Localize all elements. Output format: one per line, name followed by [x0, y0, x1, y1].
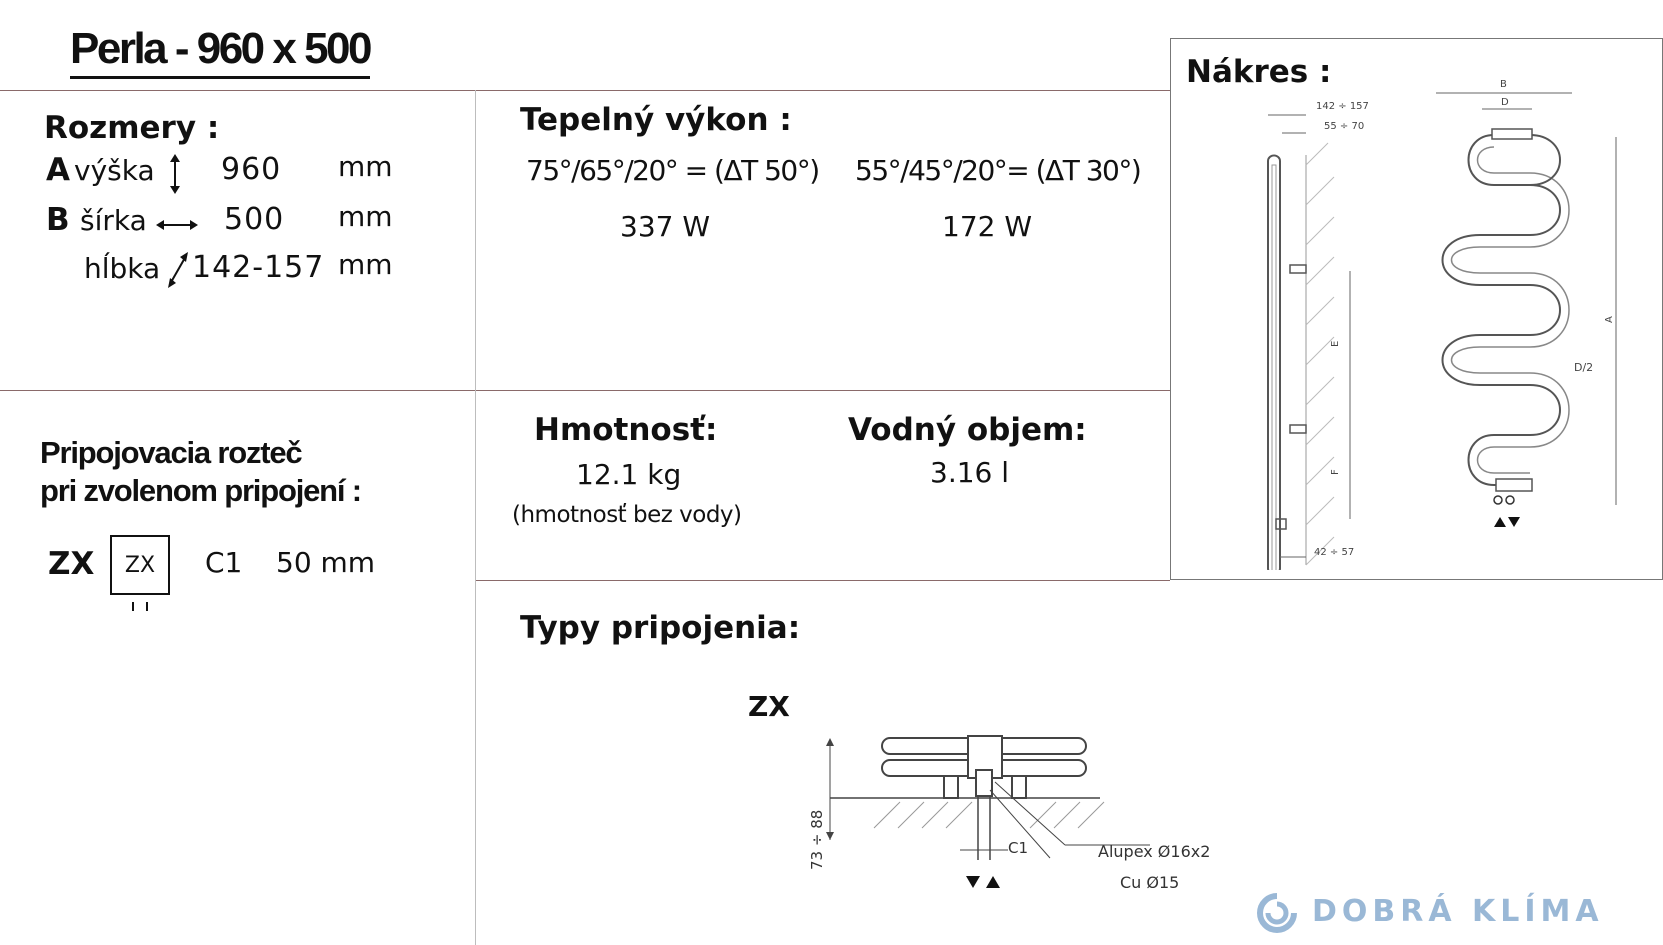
horizontal-arrow-icon — [156, 218, 198, 232]
dimension-label: šírka — [80, 204, 147, 237]
thermal-heading: Tepelný výkon : — [520, 102, 792, 138]
thermal-value: 337 W — [620, 210, 711, 243]
dimension-value: 960 — [221, 152, 282, 187]
connection-type-drawing — [800, 730, 1220, 900]
weight-heading: Hmotnosť: — [534, 412, 718, 448]
divider-top — [0, 90, 1170, 91]
connection-heading-line1: Pripojovacia rozteč — [40, 435, 302, 470]
thermal-condition-label: 55°/45°/20°= (ΔT 30°) — [855, 154, 1141, 187]
connection-spacing-label: C1 — [205, 546, 243, 579]
connection-spacing-value: 50 mm — [276, 546, 376, 579]
dimension-letter: B — [46, 202, 70, 238]
dimension-label: hĺbka — [84, 252, 161, 285]
brand-name: DOBRÁ KLÍMA — [1312, 894, 1604, 929]
dimension-unit: mm — [338, 200, 393, 233]
label-b: B — [1500, 79, 1507, 90]
connection-pipe-left — [132, 602, 134, 611]
connection-box-label: ZX — [124, 552, 156, 578]
dimension-unit: mm — [338, 150, 393, 183]
water-value: 3.16 l — [930, 456, 1010, 489]
connection-code: ZX — [48, 546, 95, 582]
side-view-drawing — [1240, 95, 1400, 570]
types-code: ZX — [748, 690, 790, 723]
thermal-value: 172 W — [942, 210, 1033, 243]
brand-watermark — [1256, 890, 1656, 940]
label-e: E — [1330, 340, 1341, 347]
label-top-depth: 142 ÷ 157 — [1316, 101, 1369, 112]
label-wall-offset: 55 ÷ 70 — [1324, 121, 1365, 132]
dimension-label: výška — [74, 154, 155, 187]
types-heading: Typy pripojenia: — [520, 610, 801, 646]
dimension-letter: A — [46, 152, 70, 188]
types-label-cu: Cu Ø15 — [1120, 873, 1180, 892]
weight-note: (hmotnosť bez vody) — [512, 502, 742, 528]
connection-heading-line2: pri zvolenom pripojení : — [40, 473, 361, 508]
page-title: Perla - 960 x 500 — [70, 22, 370, 79]
connection-heading — [40, 434, 361, 510]
front-view-drawing — [1420, 75, 1620, 555]
label-a: A — [1604, 316, 1615, 323]
label-d: D — [1501, 97, 1509, 108]
dimension-value: 142-157 — [192, 250, 325, 285]
label-bottom: 42 ÷ 57 — [1314, 547, 1355, 558]
connection-pipe-right — [146, 602, 148, 611]
label-f: F — [1330, 469, 1341, 475]
divider-middle — [0, 390, 1170, 391]
diagonal-arrow-icon — [166, 252, 190, 288]
thermal-condition-label: 75°/65°/20° = (ΔT 50°) — [526, 154, 819, 187]
dimension-row-depth — [46, 248, 446, 298]
weight-value: 12.1 kg — [576, 458, 682, 491]
divider-vertical — [475, 90, 476, 945]
vertical-arrow-icon — [168, 154, 182, 194]
types-label-c1: C1 — [1008, 839, 1029, 857]
label-d2: D/2 — [1574, 361, 1594, 374]
dimension-row-height — [46, 150, 446, 200]
drawing-heading: Nákres : — [1186, 54, 1332, 90]
dimensions-heading: Rozmery : — [44, 110, 220, 146]
dimension-row-width — [46, 200, 446, 250]
dimension-unit: mm — [338, 248, 393, 281]
divider-lower — [475, 580, 1170, 581]
types-label-alupex: Alupex Ø16x2 — [1098, 842, 1211, 861]
types-label-height: 73 ÷ 88 — [808, 809, 826, 870]
brand-logo-icon — [1256, 892, 1298, 934]
water-heading: Vodný objem: — [848, 412, 1087, 448]
connection-box — [110, 535, 170, 595]
dimension-value: 500 — [224, 202, 285, 237]
